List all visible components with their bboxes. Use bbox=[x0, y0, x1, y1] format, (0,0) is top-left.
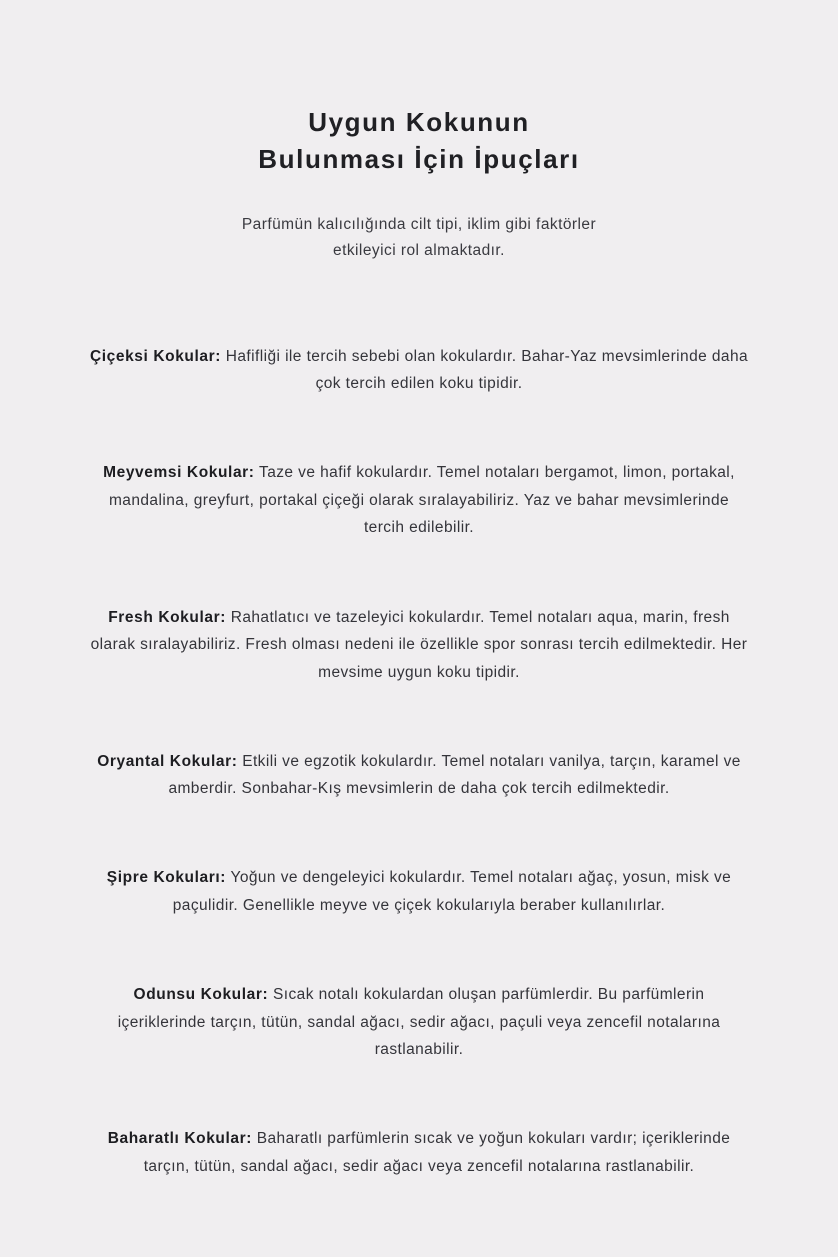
section-ciceksi-kokular bbox=[89, 343, 749, 398]
section-lead: Çiçeksi Kokular: bbox=[89, 347, 222, 365]
section-fresh-kokular bbox=[89, 604, 749, 687]
section-sipre-kokulari bbox=[89, 864, 749, 919]
section-lead: Meyvemsi Kokular: bbox=[103, 464, 255, 482]
section-body: Yoğun ve dengeleyici kokulardır. Temel notaları ağaç, yosun, misk ve paçulidir. Genellikle meyve ve çiçek kokularıyla beraber kullanılırlar. bbox=[172, 869, 732, 914]
section-lead: Şipre Kokuları: bbox=[106, 869, 227, 887]
section-lead: Oryantal Kokular: bbox=[97, 752, 238, 770]
section-baharatli-kokular bbox=[89, 1125, 749, 1180]
scent-sections bbox=[89, 327, 749, 1180]
section-body: Sıcak notalı kokulardan oluşan parfümlerdir. Bu parfümlerin içeriklerinde tarçın, tütün, sandal ağacı, sedir ağacı, paçuli veya zencefil notalarına rastlanabilir. bbox=[117, 986, 721, 1059]
section-lead: Odunsu Kokular: bbox=[133, 986, 269, 1004]
section-body: Hafifliği ile tercih sebebi olan kokulardır. Bahar-Yaz mevsimlerinde daha çok tercih edilen koku tipidir. bbox=[221, 347, 749, 393]
section-meyvemsi-kokular bbox=[89, 459, 749, 542]
page-title bbox=[258, 104, 579, 178]
section-odunsu-kokular bbox=[89, 981, 749, 1064]
intro-line-2: etkileyici rol almaktadır. bbox=[333, 242, 505, 260]
section-lead: Baharatlı Kokular: bbox=[107, 1130, 253, 1148]
intro-line-1: Parfümün kalıcılığında cilt tipi, iklim gibi faktörler bbox=[241, 215, 597, 233]
intro-paragraph bbox=[242, 212, 596, 265]
section-lead: Fresh Kokular: bbox=[108, 608, 226, 626]
page-title-line-1: Uygun Kokunun bbox=[308, 107, 530, 137]
section-oryantal-kokular bbox=[89, 748, 749, 803]
section-body: Baharatlı parfümlerin sıcak ve yoğun kokuları vardır; içeriklerinde tarçın, tütün, sandal ağacı, sedir ağacı veya zencefil notalarına rastlanabilir. bbox=[143, 1130, 731, 1175]
section-body: Etkili ve egzotik kokulardır. Temel notaları vanilya, tarçın, karamel ve amberdir. Sonbahar-Kış mevsimlerin de daha çok tercih edilmektedir. bbox=[168, 752, 741, 798]
section-body: Rahatlatıcı ve tazeleyici kokulardır. Temel notaları aqua, marin, fresh olarak sıralayabiliriz. Fresh olması nedeni ile özellikle spor sonrası tercih edilmektedir. Her mevsime uygun koku tipidir. bbox=[90, 608, 748, 681]
page-title-line-2: Bulunması İçin İpuçları bbox=[258, 143, 580, 174]
section-body: Taze ve hafif kokulardır. Temel notaları bergamot, limon, portakal, mandalina, greyfurt, portakal çiçeği olarak sıralayabiliriz. Yaz ve bahar mevsimlerinde tercih edilebilir. bbox=[108, 464, 735, 537]
